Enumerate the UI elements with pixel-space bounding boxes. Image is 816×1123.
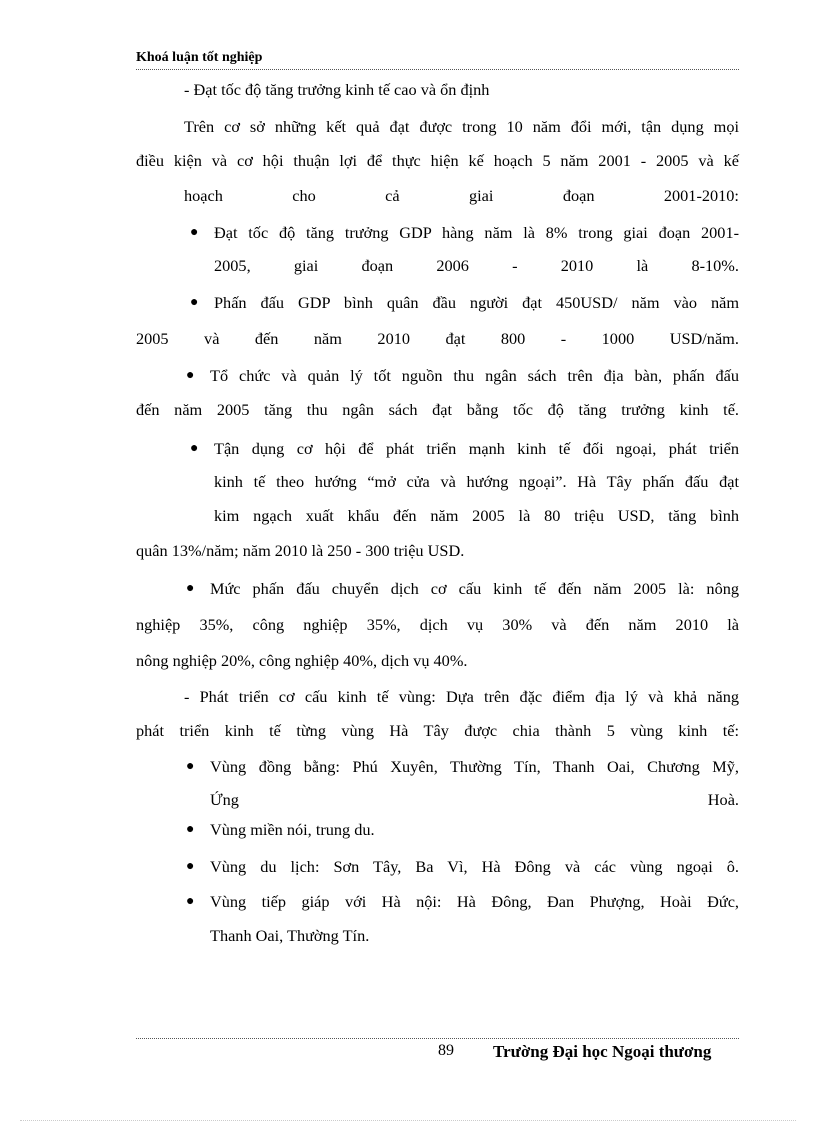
bullet-icon: ● — [186, 581, 195, 596]
word: đến — [254, 329, 279, 348]
word: cả — [385, 186, 400, 205]
word: hoạch — [184, 186, 223, 205]
word: - — [560, 329, 567, 348]
word: USD/năm. — [669, 329, 739, 348]
goal-structure-line-3: nông nghiệp 20%, công nghiệp 40%, dịch vụ 40%. — [136, 651, 468, 670]
bullet-icon: ● — [190, 225, 199, 240]
word: đoạn — [562, 186, 595, 205]
region-plains-line-2 — [210, 790, 739, 810]
intro-line-2: điều kiện và cơ hội thuận lợi để thực hiện kế hoạch 5 năm 2001 - 2005 và kế — [136, 151, 739, 170]
page-edge-divider — [20, 1120, 796, 1121]
region-hanoi-border-line-2: Thanh Oai, Thường Tín. — [210, 926, 370, 945]
region-hanoi-border-line-1: Vùng tiếp giáp với Hà nội: Hà Đông, Đan Phượng, Hoài Đức, — [210, 892, 739, 911]
bullet-icon: ● — [186, 859, 195, 874]
goal-budget-line-2: đến năm 2005 tăng thu ngân sách đạt bằng tốc độ tăng trưởng kinh tế. — [136, 400, 739, 419]
heading-regions-line-1: - Phát triển cơ cấu kinh tế vùng: Dựa trên đặc điểm địa lý và khả năng — [184, 687, 739, 706]
footer-divider — [136, 1038, 739, 1039]
bullet-icon: ● — [186, 822, 195, 837]
word: 2006 — [436, 256, 469, 275]
goal-trade-line-4: quân 13%/năm; năm 2010 là 250 - 300 triệu USD. — [136, 541, 465, 560]
word: giai — [469, 186, 494, 205]
heading-regions-line-2: phát triển kinh tế từng vùng Hà Tây được chia thành 5 vùng kinh tế: — [136, 721, 739, 740]
word: 800 — [500, 329, 526, 348]
word: 1000 — [601, 329, 635, 348]
bullet-icon: ● — [186, 368, 195, 383]
goal-budget-line-1: Tổ chức và quản lý tốt nguồn thu ngân sách trên địa bàn, phấn đấu — [210, 366, 739, 385]
page-number: 89 — [438, 1042, 454, 1059]
region-midland: Vùng miền nói, trung du. — [210, 820, 375, 839]
goal-trade-line-2: kinh tế theo hướng “mở cửa và hướng ngoại”. Hà Tây phấn đấu đạt — [214, 472, 739, 491]
bullet-icon: ● — [186, 759, 195, 774]
goal-trade-line-1: Tận dụng cơ hội để phát triển mạnh kinh tế đối ngoại, phát triển — [214, 439, 739, 458]
page-header-title: Khoá luận tốt nghiệp — [136, 50, 263, 65]
intro-line-3 — [184, 186, 739, 206]
goal-gdp-line-2 — [214, 256, 739, 276]
word: đoạn — [361, 256, 394, 275]
region-tourism: Vùng du lịch: Sơn Tây, Ba Vì, Hà Đông và các vùng ngoại ô. — [210, 857, 739, 876]
word: 8-10%. — [691, 256, 739, 275]
bullet-icon: ● — [190, 295, 199, 310]
word: 2005, — [214, 256, 251, 275]
word: và — [204, 329, 220, 348]
word: Ứng — [210, 790, 239, 809]
word: cho — [292, 186, 316, 205]
word: Hoà. — [707, 790, 739, 809]
word: 2005 — [136, 329, 169, 348]
word: 2010 — [560, 256, 594, 275]
word: năm — [313, 329, 342, 348]
header-divider — [136, 69, 739, 70]
goal-gdp-line-1: Đạt tốc độ tăng trưởng GDP hàng năm là 8% trong giai đoạn 2001- — [214, 223, 739, 242]
bullet-icon: ● — [190, 441, 199, 456]
goal-structure-line-2: nghiệp 35%, công nghiệp 35%, dịch vụ 30% và đến năm 2010 là — [136, 615, 739, 634]
word: là — [636, 256, 649, 275]
bullet-icon: ● — [186, 894, 195, 909]
word: 2001-2010: — [663, 186, 739, 205]
word: 2010 — [377, 329, 410, 348]
heading-growth: - Đạt tốc độ tăng trưởng kinh tế cao và ổn định — [184, 80, 490, 99]
region-plains-line-1: Vùng đồng bằng: Phú Xuyên, Thường Tín, Thanh Oai, Chương Mỹ, — [210, 757, 739, 776]
word: đạt — [445, 329, 466, 348]
goal-income-line-2 — [136, 329, 739, 349]
footer-school-name: Trường Đại học Ngoại thương — [493, 1042, 712, 1061]
goal-trade-line-3: kim ngạch xuất khẩu đến năm 2005 là 80 triệu USD, tăng bình — [214, 506, 739, 525]
intro-line-1: Trên cơ sở những kết quả đạt được trong 10 năm đổi mới, tận dụng mọi — [184, 117, 739, 136]
goal-income-line-1: Phấn đấu GDP bình quân đầu người đạt 450USD/ năm vào năm — [214, 293, 739, 312]
word: giai — [293, 256, 319, 275]
goal-structure-line-1: Mức phấn đấu chuyển dịch cơ cấu kinh tế đến năm 2005 là: nông — [210, 579, 739, 598]
word: - — [512, 256, 518, 275]
